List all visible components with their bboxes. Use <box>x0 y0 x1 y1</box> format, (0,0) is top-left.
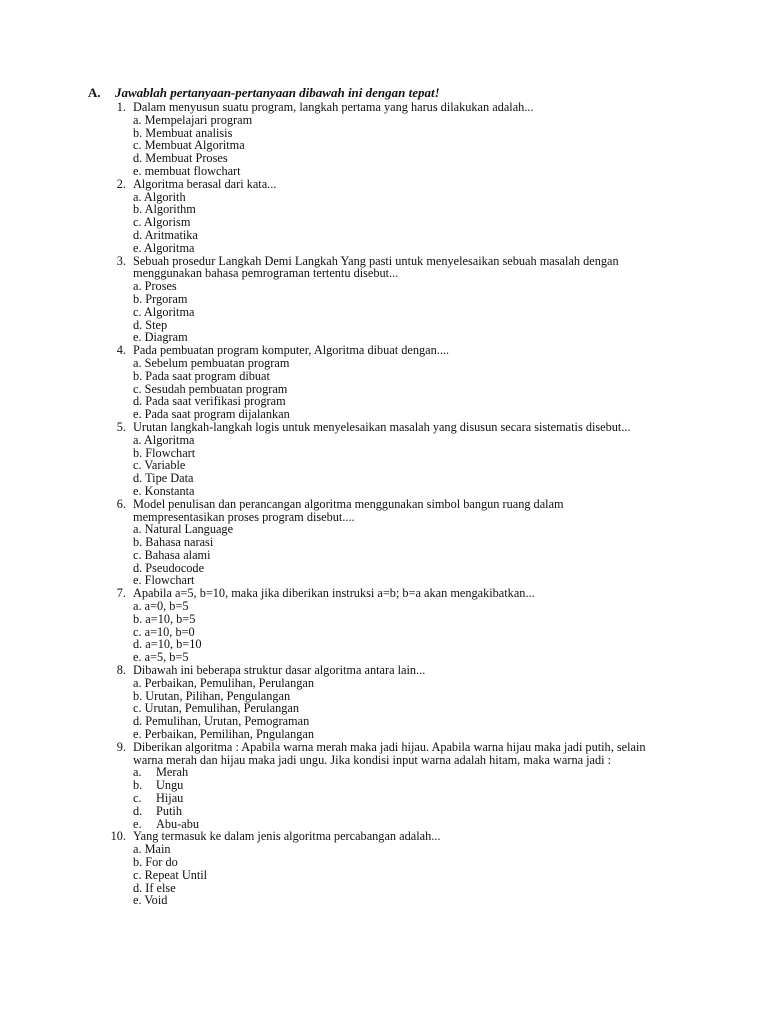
question-item <box>88 830 688 843</box>
answer-option: b. For do <box>133 855 178 870</box>
answer-option: c. Urutan, Pemulihan, Perulangan <box>133 701 299 716</box>
answer-option: c. Repeat Until <box>133 867 208 882</box>
answer-option: a. Algorith <box>133 189 186 204</box>
answer-option: a. a=0, b=5 <box>133 599 189 614</box>
question-number <box>88 178 133 191</box>
section-title: Jawablah pertanyaan-pertanyaan dibawah ini dengan tepat! <box>115 85 440 100</box>
answer-option: d. Step <box>133 317 168 332</box>
question-number-text: 8. <box>116 663 126 678</box>
answer-option-letter: d. <box>133 803 143 818</box>
question-number-text: 1. <box>116 100 126 114</box>
question-section <box>88 86 688 907</box>
question-text: Sebuah prosedur Langkah Demi Langkah Yang pasti untuk menyelesaikan sebuah masalah dengan menggunakan bahasa pemrograman tertentu disebut... <box>133 253 619 281</box>
answer-option: a. Natural Language <box>133 522 234 537</box>
answer-option: d. Membuat Proses <box>133 151 228 166</box>
question-text: Diberikan algoritma : Apabila warna merah maka jadi hijau. Apabila warna hijau maka jadi putih, selain warna merah dan hijau maka jadi ungu. Jika kondisi input warna adalah hitam, maka warna jadi : <box>133 739 646 767</box>
answer-option: e. Void <box>133 893 168 908</box>
answer-option: c. Variable <box>133 458 186 473</box>
answer-option-text: Merah <box>156 765 189 780</box>
question-number <box>88 498 133 524</box>
answer-option: e. Algoritma <box>133 240 195 255</box>
answer-option: c. Algorism <box>133 215 191 230</box>
answer-option: c. a=10, b=0 <box>133 624 195 639</box>
answer-option: e. Perbaikan, Pemilihan, Pngulangan <box>133 727 315 742</box>
answer-option: b. Urutan, Pilihan, Pengulangan <box>133 688 291 703</box>
question-number <box>88 255 133 281</box>
answer-option: a. Sebelum pembuatan program <box>133 355 290 370</box>
question-item <box>88 255 688 281</box>
answer-option-letter: b. <box>133 778 143 793</box>
answer-option: c. Bahasa alami <box>133 547 211 562</box>
answer-option: b. Prgoram <box>133 291 188 306</box>
answer-option: c. Sesudah pembuatan program <box>133 381 288 396</box>
question-number-text: 3. <box>116 253 126 268</box>
answer-option-text: Abu-abu <box>156 816 200 831</box>
question-number <box>88 421 133 434</box>
answer-option: c. Membuat Algoritma <box>133 138 245 153</box>
question-item <box>88 421 688 434</box>
answer-option: a. Main <box>133 842 171 857</box>
answer-option: d. Pseudocode <box>133 560 205 575</box>
answer-option: e. Konstanta <box>133 483 195 498</box>
question-number <box>88 101 133 114</box>
answer-option: e. Pada saat program dijalankan <box>133 407 290 422</box>
answer-option: b. Bahasa narasi <box>133 535 214 550</box>
answer-option: a. Perbaikan, Pemulihan, Perulangan <box>133 675 314 690</box>
question-text: Dalam menyusun suatu program, langkah pertama yang harus dilakukan adalah... <box>133 100 534 114</box>
question-text: Dibawah ini beberapa struktur dasar algoritma antara lain... <box>133 663 426 678</box>
answer-option: e. Diagram <box>133 330 188 345</box>
answer-option: c. Algoritma <box>133 304 195 319</box>
answer-option: d. Pada saat verifikasi program <box>133 394 286 409</box>
answer-option: e. membuat flowchart <box>133 163 241 178</box>
question-number-text: 7. <box>116 586 126 601</box>
answer-option-letter: c. <box>133 791 142 806</box>
answer-option <box>88 792 688 805</box>
question-number-text: 10. <box>110 829 126 844</box>
question-list <box>88 101 688 907</box>
question-item <box>88 664 688 677</box>
question-item <box>88 498 688 524</box>
answer-option-letter: e. <box>133 816 142 831</box>
question-number <box>88 664 133 677</box>
question-text: Model penulisan dan perancangan algoritma menggunakan simbol bangun ruang dalam mempresentasikan proses program disebut.... <box>133 496 564 524</box>
question-number <box>88 741 133 767</box>
question-text: Pada pembuatan program komputer, Algoritma dibuat dengan.... <box>133 343 450 358</box>
question-item <box>88 178 688 191</box>
question-item <box>88 741 688 767</box>
answer-option-text: Ungu <box>156 778 184 793</box>
answer-option: a. Algoritma <box>133 432 195 447</box>
answer-option-text: Hijau <box>156 791 184 806</box>
answer-option: d. Pemulihan, Urutan, Pemograman <box>133 714 310 729</box>
question-number-text: 5. <box>116 419 126 434</box>
section-letter: A. <box>88 85 101 100</box>
question-item <box>88 101 688 114</box>
answer-option: b. Membuat analisis <box>133 125 233 140</box>
answer-option: d. Aritmatika <box>133 227 198 242</box>
question-number-text: 9. <box>116 739 126 754</box>
question-number-text: 2. <box>116 176 126 191</box>
answer-option: a. Mempelajari program <box>133 112 253 127</box>
question-number <box>88 587 133 600</box>
answer-option: b. a=10, b=5 <box>133 611 196 626</box>
question-text: Urutan langkah-langkah logis untuk menyelesaikan masalah yang disusun secara sistematis disebut... <box>133 419 631 434</box>
question-text: Apabila a=5, b=10, maka jika diberikan instruksi a=b; b=a akan mengakibatkan... <box>133 586 535 601</box>
question-number-text: 4. <box>116 343 126 358</box>
answer-option: b. Algorithm <box>133 202 196 217</box>
answer-option-letter: a. <box>133 765 142 780</box>
answer-option: d. Tipe Data <box>133 471 194 486</box>
answer-option-text: Putih <box>156 803 182 818</box>
question-text: Yang termasuk ke dalam jenis algoritma percabangan adalah... <box>133 829 441 844</box>
answer-option: d. If else <box>133 880 176 895</box>
question-number-text: 6. <box>116 496 126 511</box>
answer-option: b. Pada saat program dibuat <box>133 368 270 383</box>
answer-option <box>88 805 688 818</box>
question-text: Algoritma berasal dari kata... <box>133 176 277 191</box>
answer-option: d. a=10, b=10 <box>133 637 202 652</box>
question-number <box>88 830 133 843</box>
answer-option: b. Flowchart <box>133 445 196 460</box>
question-number <box>88 344 133 357</box>
answer-option: a. Proses <box>133 279 177 294</box>
answer-option: e. Flowchart <box>133 573 195 588</box>
answer-option: e. a=5, b=5 <box>133 650 189 665</box>
section-heading <box>88 86 688 101</box>
